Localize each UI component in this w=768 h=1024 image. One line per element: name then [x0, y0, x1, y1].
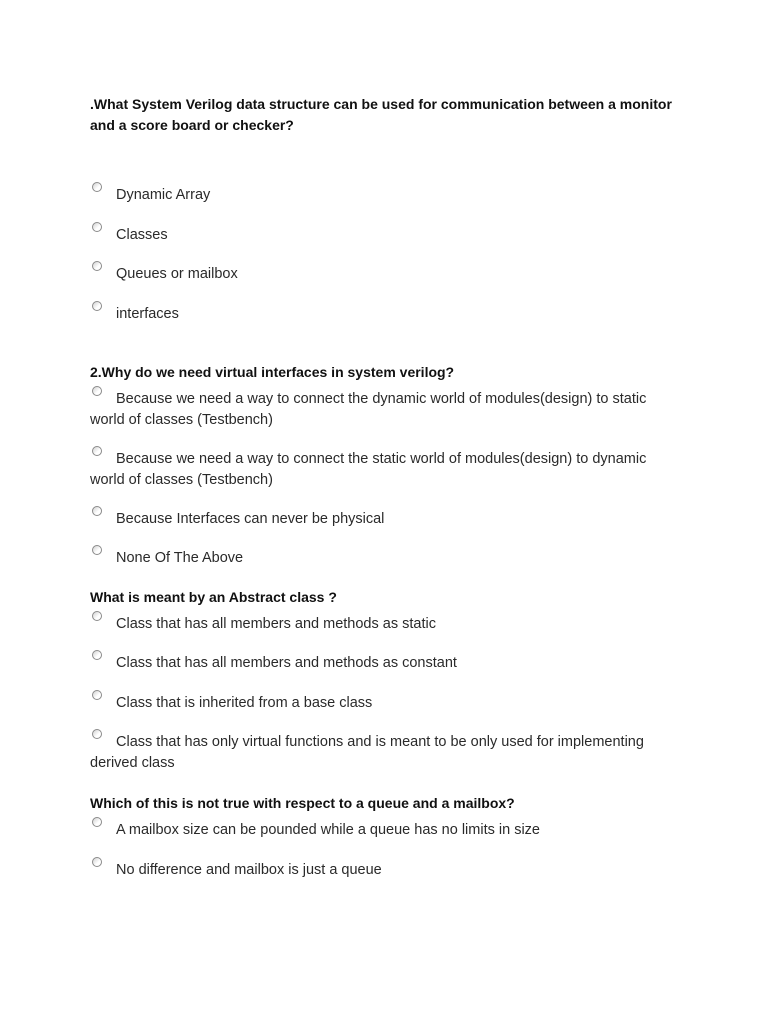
question-4-option-2[interactable] — [90, 860, 680, 881]
radio-button-icon[interactable] — [92, 817, 102, 827]
question-2-option-2[interactable] — [90, 449, 680, 491]
radio-button-icon[interactable] — [92, 446, 102, 456]
question-2-option-4[interactable] — [90, 548, 680, 569]
question-1-text: .What System Verilog data structure can be used for communication between a monitor and a score board or checker? — [90, 96, 672, 133]
option-label: Class that has all members and methods as constant — [116, 655, 457, 671]
option-label: A mailbox size can be pounded while a queue has no limits in size — [116, 821, 540, 838]
option-label: Class that has all members and methods as static — [116, 615, 436, 632]
option-label: interfaces — [116, 305, 179, 322]
radio-button-icon[interactable] — [92, 650, 102, 660]
radio-button-icon[interactable] — [92, 729, 102, 739]
question-3-text: What is meant by an Abstract class ? — [90, 588, 337, 605]
option-label: None Of The Above — [116, 549, 244, 566]
radio-button-icon[interactable] — [92, 611, 102, 621]
option-label: Classes — [116, 226, 168, 243]
radio-button-icon[interactable] — [92, 690, 102, 700]
question-2-option-1[interactable] — [90, 389, 680, 431]
radio-button-icon[interactable] — [92, 182, 102, 192]
option-label: Because we need a way to connect the static world of modules(design) to dynamic world of classes (Testbench) — [90, 450, 647, 488]
quiz-page — [90, 94, 680, 900]
radio-button-icon[interactable] — [92, 301, 102, 311]
question-4-text: Which of this is not true with respect to a queue and a mailbox? — [90, 794, 515, 811]
radio-button-icon[interactable] — [92, 857, 102, 867]
option-label: Dynamic Array — [116, 187, 211, 203]
question-4-option-1[interactable] — [90, 820, 680, 841]
option-label: No difference and mailbox is just a queue — [116, 861, 382, 878]
question-2-option-3[interactable] — [90, 509, 680, 530]
question-2-text: 2.Why do we need virtual interfaces in system verilog? — [90, 363, 455, 380]
question-1-options — [90, 185, 680, 325]
radio-button-icon[interactable] — [92, 261, 102, 271]
question-3-option-3[interactable] — [90, 693, 680, 714]
radio-button-icon[interactable] — [92, 506, 102, 516]
question-1-option-2[interactable] — [90, 225, 680, 246]
option-label: Class that has only virtual functions and is meant to be only used for implementing derived class — [90, 734, 644, 771]
radio-button-icon[interactable] — [92, 222, 102, 232]
question-1-option-1[interactable] — [90, 185, 680, 206]
question-1-option-3[interactable] — [90, 264, 680, 285]
question-3-option-2[interactable] — [90, 653, 680, 674]
option-label: Because we need a way to connect the dynamic world of modules(design) to static world of classes (Testbench) — [90, 390, 647, 428]
radio-button-icon[interactable] — [92, 545, 102, 555]
question-3-option-4[interactable] — [90, 732, 680, 774]
option-label: Class that is inherited from a base class — [116, 694, 373, 711]
question-3-options — [90, 614, 680, 775]
question-3-option-1[interactable] — [90, 614, 680, 635]
question-1-option-4[interactable] — [90, 304, 680, 325]
radio-button-icon[interactable] — [92, 386, 102, 396]
question-2-options — [90, 389, 680, 569]
option-label: Because Interfaces can never be physical — [116, 510, 385, 527]
option-label: Queues or mailbox — [116, 266, 238, 282]
question-4-options — [90, 820, 680, 881]
